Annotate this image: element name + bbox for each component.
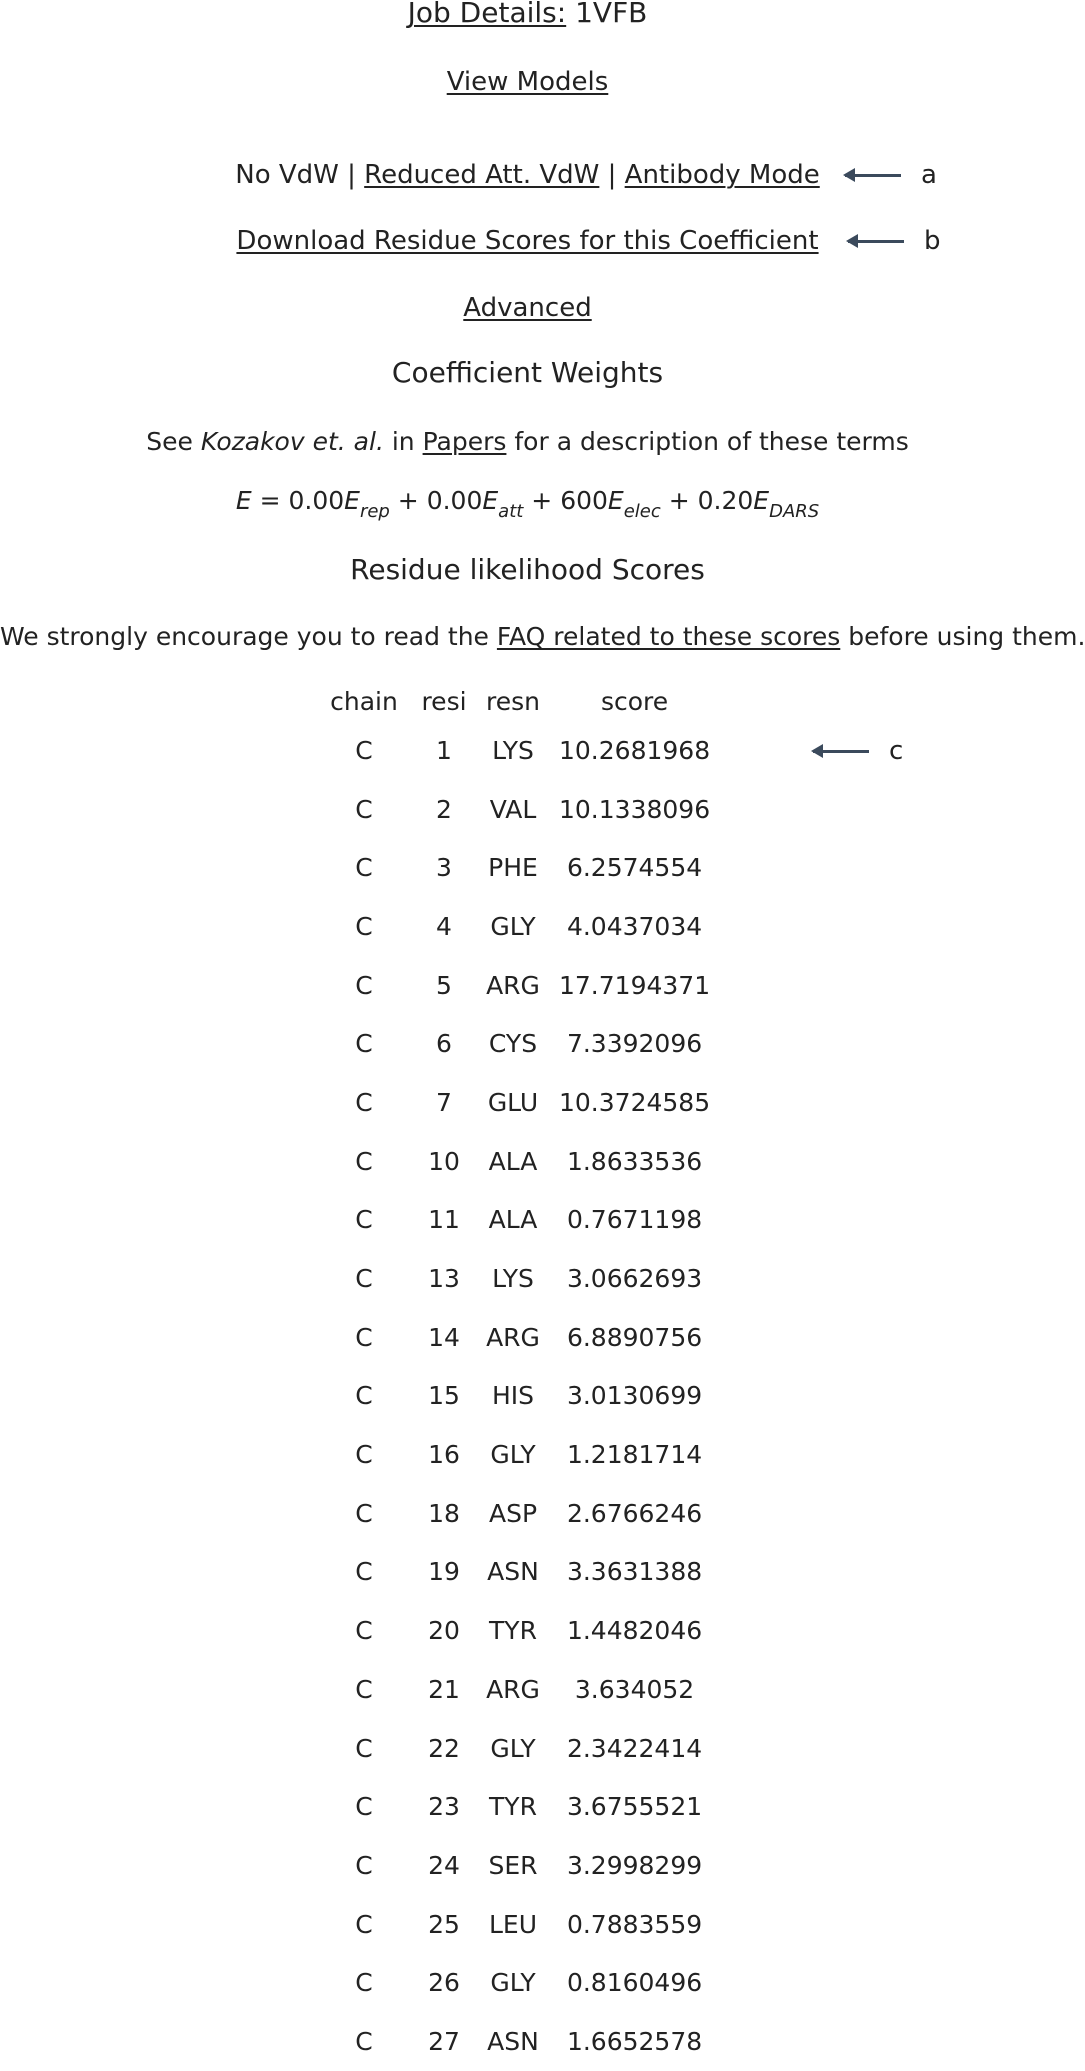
authors: Kozakov et. al. xyxy=(200,427,384,456)
eq-plus: + xyxy=(397,486,419,515)
cell-resn: TYR xyxy=(489,1792,537,1822)
cell-chain: C xyxy=(355,1674,373,1704)
cell-resn: LYS xyxy=(492,1264,534,1294)
cell-score: 17.7194371 xyxy=(559,970,711,1000)
table-row xyxy=(315,721,718,780)
left-arrow-icon xyxy=(813,750,869,753)
job-title xyxy=(0,0,1055,28)
cell-resn: HIS xyxy=(491,1381,535,1411)
coefficient-weights-heading: Coefficient Weights xyxy=(391,356,664,389)
cell-score: 6.8890756 xyxy=(566,1322,703,1352)
table-row xyxy=(315,1895,718,1954)
table-row xyxy=(315,1308,718,1367)
cell-score: 2.3422414 xyxy=(566,1733,703,1763)
job-id: 1VFB xyxy=(575,0,648,29)
cell-chain: C xyxy=(355,970,373,1000)
cell-score: 3.6755521 xyxy=(566,1792,703,1822)
cell-resi: 14 xyxy=(428,1322,460,1352)
cell-chain: C xyxy=(355,911,373,941)
cell-score: 10.3724585 xyxy=(559,1087,711,1117)
cell-resn: LYS xyxy=(492,735,534,765)
advanced-row xyxy=(0,293,1055,323)
cell-resn: VAL xyxy=(489,794,537,824)
cell-chain: C xyxy=(355,794,373,824)
table-row xyxy=(315,1660,718,1719)
advanced-link[interactable]: Advanced xyxy=(463,293,592,323)
annotation-letter: b xyxy=(924,226,941,256)
antibody-mode-link[interactable]: Antibody Mode xyxy=(624,160,820,190)
mode-separator: | xyxy=(347,160,356,190)
cell-chain: C xyxy=(355,1968,373,1998)
cell-chain: C xyxy=(355,1205,373,1235)
annotation-a xyxy=(845,160,937,190)
table-row xyxy=(315,1425,718,1484)
cell-resn: TYR xyxy=(489,1616,537,1646)
cell-resn: ALA xyxy=(488,1146,538,1176)
eq-att-e: E xyxy=(482,486,499,515)
eq-equals: = xyxy=(259,486,281,515)
notice-suffix: before using them. xyxy=(848,622,1085,651)
cell-score: 4.0437034 xyxy=(566,911,703,941)
eq-rep-coef: 0.00 xyxy=(288,486,345,515)
table-row xyxy=(315,1836,718,1895)
cell-score: 10.2681968 xyxy=(559,735,711,765)
left-arrow-icon xyxy=(845,174,901,177)
cell-resn: ASP xyxy=(488,1498,538,1528)
cell-chain: C xyxy=(355,1322,373,1352)
cell-chain: C xyxy=(355,2026,373,2056)
cell-chain: C xyxy=(355,1087,373,1117)
cell-resi: 3 xyxy=(436,853,452,883)
table-row xyxy=(315,1073,718,1132)
cell-resn: GLU xyxy=(487,1087,539,1117)
table-header-row xyxy=(315,681,718,721)
cell-resn: LEU xyxy=(488,1909,538,1939)
eq-dars-e: E xyxy=(753,486,770,515)
eq-att-sub: att xyxy=(498,501,524,522)
annotation-letter: a xyxy=(921,160,937,190)
cell-chain: C xyxy=(355,1909,373,1939)
mode-separator: | xyxy=(607,160,617,190)
see-prefix: See xyxy=(146,427,193,456)
table-row xyxy=(315,1777,718,1836)
column-header-chain: chain xyxy=(330,686,398,716)
cell-chain: C xyxy=(355,1146,373,1176)
cell-resn: CYS xyxy=(488,1029,538,1059)
cell-chain: C xyxy=(355,1498,373,1528)
in-word: in xyxy=(391,427,415,456)
cell-score: 1.4482046 xyxy=(566,1616,703,1646)
cell-resn: SER xyxy=(488,1850,538,1880)
eq-att-coef: 0.00 xyxy=(426,486,483,515)
column-header-resi: resi xyxy=(421,686,467,716)
view-models-row xyxy=(0,67,1055,97)
cell-chain: C xyxy=(355,1850,373,1880)
cell-resi: 24 xyxy=(428,1850,460,1880)
cell-resi: 10 xyxy=(428,1146,460,1176)
cell-resi: 23 xyxy=(428,1792,460,1822)
cell-score: 3.0130699 xyxy=(566,1381,703,1411)
table-row xyxy=(315,780,718,839)
cell-resi: 1 xyxy=(436,735,452,765)
cell-resi: 25 xyxy=(428,1909,460,1939)
eq-dars-sub: DARS xyxy=(769,501,820,522)
faq-link[interactable]: FAQ related to these scores xyxy=(496,622,841,651)
residue-scores-heading: Residue likelihood Scores xyxy=(350,553,705,586)
cell-resn: ARG xyxy=(486,1322,540,1352)
cell-chain: C xyxy=(355,1029,373,1059)
cell-chain: C xyxy=(355,735,373,765)
cell-score: 3.3631388 xyxy=(566,1557,703,1587)
download-residue-scores-link[interactable]: Download Residue Scores for this Coefficient xyxy=(236,226,819,256)
cell-resi: 27 xyxy=(428,2026,460,2056)
cell-score: 0.7671198 xyxy=(566,1205,703,1235)
table-row xyxy=(315,1543,718,1602)
cell-resn: ASN xyxy=(487,1557,539,1587)
cell-resn: PHE xyxy=(488,853,538,883)
cell-resi: 18 xyxy=(428,1498,460,1528)
table-row xyxy=(315,1014,718,1073)
cell-resi: 20 xyxy=(428,1616,460,1646)
table-row xyxy=(315,897,718,956)
cell-chain: C xyxy=(355,1440,373,1470)
table-row xyxy=(315,1132,718,1191)
cell-resi: 4 xyxy=(436,911,452,941)
cell-resn: ALA xyxy=(488,1205,538,1235)
cell-score: 2.6766246 xyxy=(566,1498,703,1528)
left-arrow-icon xyxy=(848,240,904,243)
energy-equation xyxy=(0,486,1055,527)
eq-plus: + xyxy=(531,486,553,515)
cell-resn: ARG xyxy=(486,1674,540,1704)
cell-resi: 11 xyxy=(428,1205,460,1235)
cell-resn: GLY xyxy=(490,1968,536,1998)
eq-rep-sub: rep xyxy=(359,501,390,522)
cell-score: 7.3392096 xyxy=(566,1029,703,1059)
cell-score: 1.8633536 xyxy=(566,1146,703,1176)
cell-resi: 13 xyxy=(428,1264,460,1294)
cell-score: 3.2998299 xyxy=(566,1850,703,1880)
cell-score: 10.1338096 xyxy=(559,794,711,824)
faq-notice xyxy=(0,622,1085,652)
view-models-link[interactable]: View Models xyxy=(446,67,609,97)
table-row xyxy=(315,1719,718,1778)
cell-chain: C xyxy=(355,1557,373,1587)
cell-score: 1.6652578 xyxy=(566,2026,703,2056)
cell-resi: 6 xyxy=(436,1029,452,1059)
see-suffix: for a description of these terms xyxy=(514,427,909,456)
table-row xyxy=(315,1249,718,1308)
cell-resn: GLY xyxy=(490,1733,536,1763)
job-details-link[interactable]: Job Details: xyxy=(407,0,567,29)
eq-rep-e: E xyxy=(344,486,360,515)
annotation-letter: c xyxy=(889,736,904,766)
annotation-b xyxy=(848,226,941,256)
cell-resi: 26 xyxy=(428,1968,460,1998)
cell-resi: 19 xyxy=(428,1557,460,1587)
cell-chain: C xyxy=(355,1733,373,1763)
eq-plus: + xyxy=(668,486,690,515)
cell-score: 6.2574554 xyxy=(566,853,703,883)
table-row xyxy=(315,1191,718,1250)
cell-chain: C xyxy=(355,853,373,883)
eq-dars-coef: 0.20 xyxy=(697,486,754,515)
eq-elec-e: E xyxy=(607,486,624,515)
cell-resi: 21 xyxy=(428,1674,460,1704)
cell-chain: C xyxy=(355,1381,373,1411)
eq-elec-coef: 600 xyxy=(560,486,608,515)
no-vdw-mode: No VdW xyxy=(235,160,339,190)
cell-score: 0.7883559 xyxy=(566,1909,703,1939)
table-row xyxy=(315,838,718,897)
cell-resi: 22 xyxy=(428,1733,460,1763)
eq-lhs: E xyxy=(235,486,252,515)
cell-chain: C xyxy=(355,1616,373,1646)
cell-resi: 15 xyxy=(428,1381,460,1411)
cell-resn: GLY xyxy=(490,1440,536,1470)
table-row xyxy=(315,2012,718,2071)
table-row xyxy=(315,956,718,1015)
table-body xyxy=(315,721,718,2071)
table-row xyxy=(315,1484,718,1543)
column-header-score: score xyxy=(600,686,669,716)
cell-resi: 2 xyxy=(436,794,452,824)
annotation-c xyxy=(813,736,903,766)
cell-score: 1.2181714 xyxy=(566,1440,703,1470)
papers-link[interactable]: Papers xyxy=(422,427,507,456)
cell-score: 3.0662693 xyxy=(566,1264,703,1294)
cell-resn: ARG xyxy=(486,970,540,1000)
cell-resi: 5 xyxy=(436,970,452,1000)
residue-scores-table xyxy=(315,681,718,2071)
cell-chain: C xyxy=(355,1264,373,1294)
cell-resn: GLY xyxy=(490,911,536,941)
reduced-att-vdw-link[interactable]: Reduced Att. VdW xyxy=(364,160,600,190)
column-header-resn: resn xyxy=(486,686,540,716)
coefficient-description xyxy=(0,427,1055,457)
cell-resi: 16 xyxy=(428,1440,460,1470)
cell-resi: 7 xyxy=(436,1087,452,1117)
cell-resn: ASN xyxy=(487,2026,539,2056)
table-row xyxy=(315,1367,718,1426)
cell-score: 0.8160496 xyxy=(566,1968,703,1998)
cell-chain: C xyxy=(355,1792,373,1822)
table-row xyxy=(315,1601,718,1660)
eq-elec-sub: elec xyxy=(623,501,661,522)
cell-score: 3.634052 xyxy=(574,1674,695,1704)
notice-prefix: We strongly encourage you to read the xyxy=(0,622,489,651)
table-row xyxy=(315,1953,718,2012)
